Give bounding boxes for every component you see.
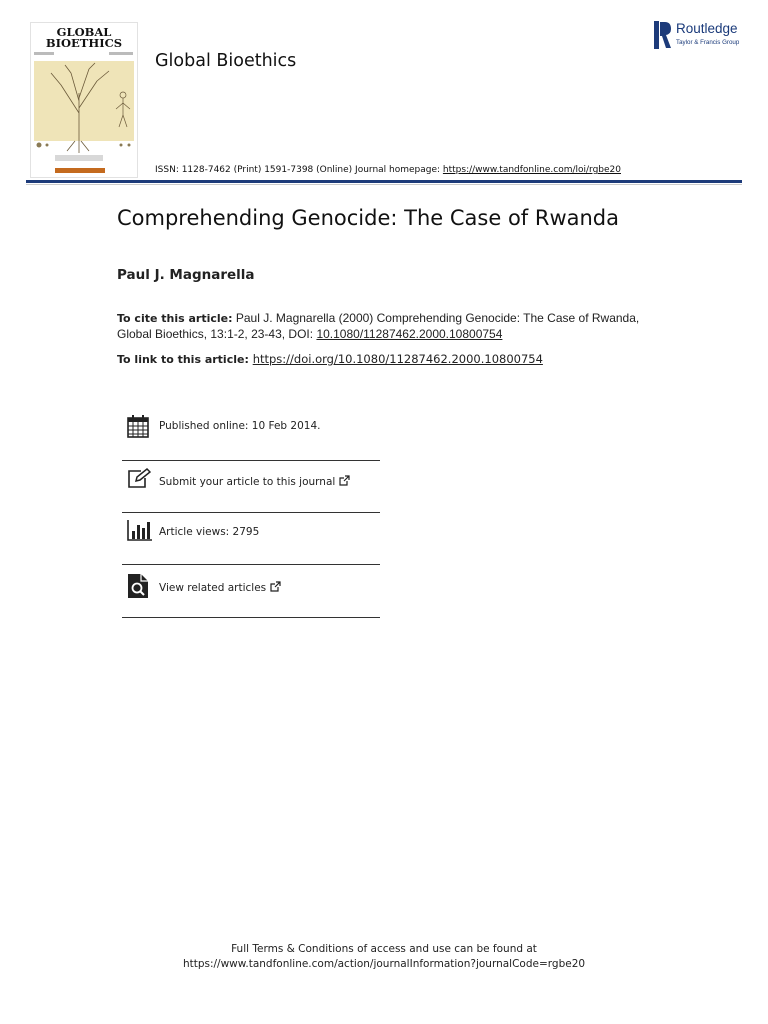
bar-chart-icon [127,519,153,541]
calendar-icon [127,414,149,438]
cover-title-line1: GLOBAL [56,25,112,39]
article-author: Paul J. Magnarella [117,267,255,283]
edit-icon [127,468,151,490]
related-articles-link[interactable] [159,581,281,594]
citation-text: Paul J. Magnarella (2000) Comprehending Genocide: The Case of Rwanda, Global Bioethics, 13:1-2, 23-43, DOI: [117,311,640,341]
issn-text: ISSN: 1128-7462 (Print) 1591-7398 (Online) Journal homepage: [155,165,443,175]
info-divider [122,460,380,461]
cover-title-line2: BIOETHICS [45,36,123,50]
related-articles-label: View related articles [159,582,267,594]
info-divider [122,564,380,565]
submit-article-row[interactable] [122,468,380,496]
footer-terms-text: Full Terms & Conditions of access and use can be found at [231,943,537,955]
doi-link[interactable]: 10.1080/11287462.2000.10800754 [316,326,503,341]
journal-name: Global Bioethics [155,51,297,71]
footer [0,942,768,972]
footer-terms-url[interactable]: https://www.tandfonline.com/action/journalInformation?journalCode=rgbe20 [182,958,586,970]
article-doi-url[interactable]: https://doi.org/10.1080/11287462.2000.10800754 [252,352,543,366]
related-articles-row[interactable] [122,573,380,601]
published-row [122,414,380,442]
external-link-icon [270,581,281,592]
submit-article-link[interactable] [159,475,350,488]
routledge-r-icon [654,21,672,49]
citation [117,311,677,342]
header-divider [26,180,742,183]
cover-title [31,27,137,49]
info-divider [122,617,380,618]
external-link-icon [339,475,350,486]
publisher-group: Taylor & Francis Group [676,39,740,46]
publisher-logo [654,21,746,51]
article-title: Comprehending Genocide: The Case of Rwanda [117,206,620,230]
document-search-icon [127,573,149,599]
issn-line [155,165,621,175]
link-label: To link to this article: [117,353,253,366]
published-date: Published online: 10 Feb 2014. [159,420,321,432]
citation-label: To cite this article: [117,312,233,325]
info-divider [122,512,380,513]
article-views-row [122,519,380,547]
header-divider-thin [26,184,742,185]
journal-homepage-link[interactable]: https://www.tandfonline.com/loi/rgbe20 [442,165,621,175]
article-link-line [117,352,543,366]
submit-article-label: Submit your article to this journal [159,476,336,488]
article-views: Article views: 2795 [159,526,260,538]
journal-cover-image [30,22,138,178]
publisher-name: Routledge [676,21,738,36]
